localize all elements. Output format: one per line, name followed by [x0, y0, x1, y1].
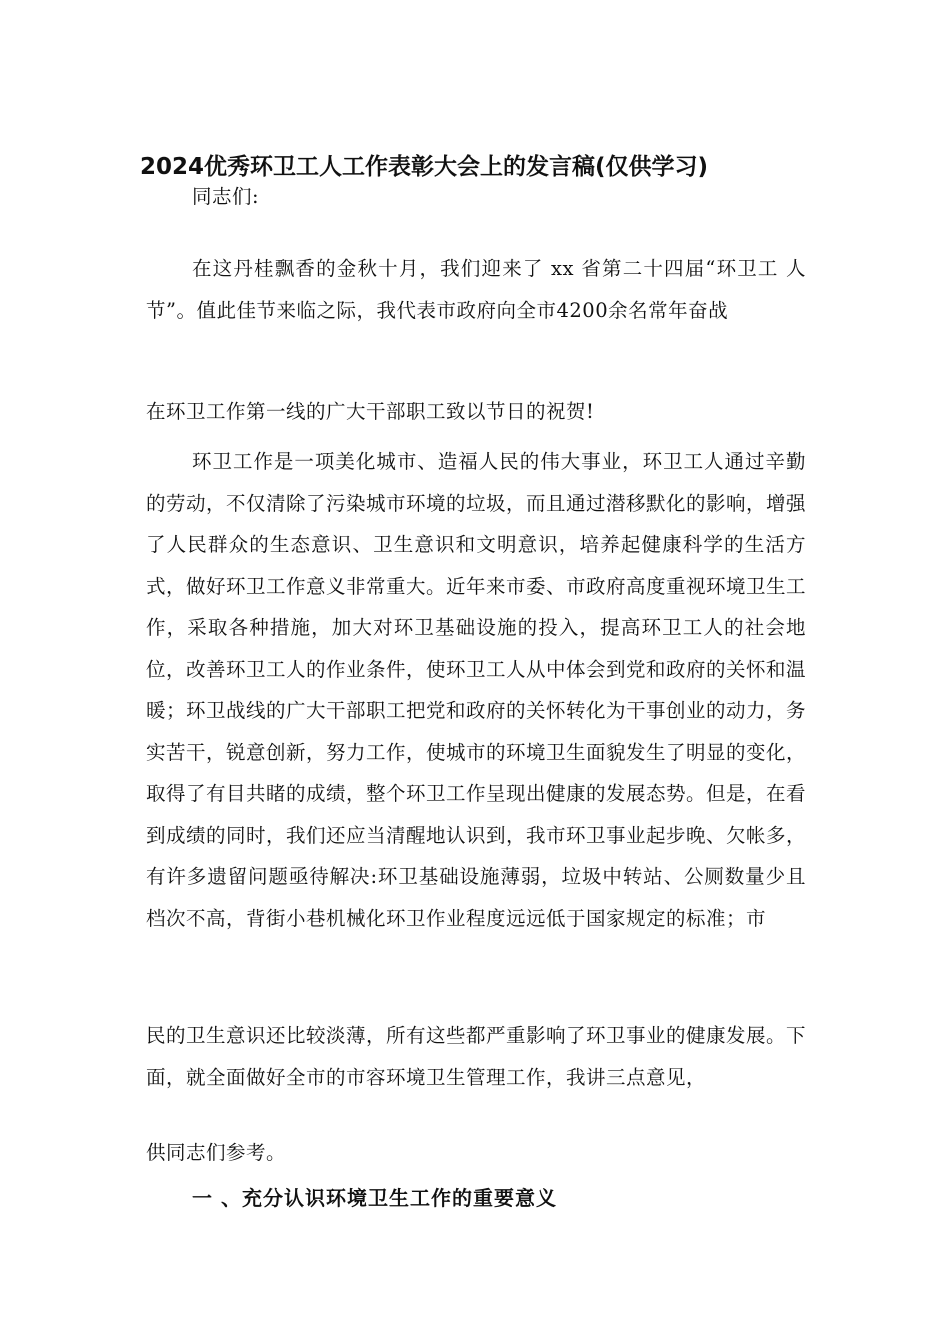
paragraph-4: 民的卫生意识还比较淡薄，所有这些都严重影响了环卫事业的健康发展。下面，就全面做好全市的市容环境卫生管理工作，我讲三点意见， — [146, 1024, 807, 1089]
salutation: 同志们: — [192, 185, 260, 208]
paragraph-1: 在这丹桂飘香的金秋十月，我们迎来了 xx 省第二十四届“环卫工 人节”。值此佳节来临之际，我代表市政府向全市4200余名常年奋战 — [146, 257, 806, 322]
section-heading: 一 、充分认识环境卫生工作的重要意义 — [192, 1186, 557, 1210]
paragraph-2: 在环卫工作第一线的广大干部职工致以节日的祝贺! — [146, 400, 595, 423]
paragraph-5: 供同志们参考。 — [146, 1141, 287, 1164]
paragraph-3: 环卫工作是一项美化城市、造福人民的伟大事业，环卫工人通过辛勤的劳动，不仅清除了污染城市环境的垃圾，而且通过潜移默化的影响，增强了人民群众的生态意识、卫生意识和文明意识，培养起健康科学的生活方式，做好环卫工作意义非常重大。近年来市委、市政府高度重视环境卫生工作，采取各种措施，加大对环卫基础设施的投入，提高环卫工人的社会地位，改善环卫工人的作业条件，使环卫工人从中体会到党和政府的关怀和温暖；环卫战线的广大干部职工把党和政府的关怀转化为干事创业的动力，务实苦干，锐意创新，努力工作，使城市的环境卫生面貌发生了明显的变化，取得了有目共睹的成绩，整个环卫工作呈现出健康的发展态势。但是，在看到成绩的同时，我们还应当清醒地认识到，我市环卫事业起步晚、欠帐多，有许多遗留问题亟待解决:环卫基础设施薄弱，垃圾中转站、公厕数量少且档次不高，背街小巷机械化环卫作业程度远远低于国家规定的标准；市 — [146, 450, 807, 930]
document-title: 2024优秀环卫工人工作表彰大会上的发言稿(仅供学习) — [140, 154, 709, 180]
